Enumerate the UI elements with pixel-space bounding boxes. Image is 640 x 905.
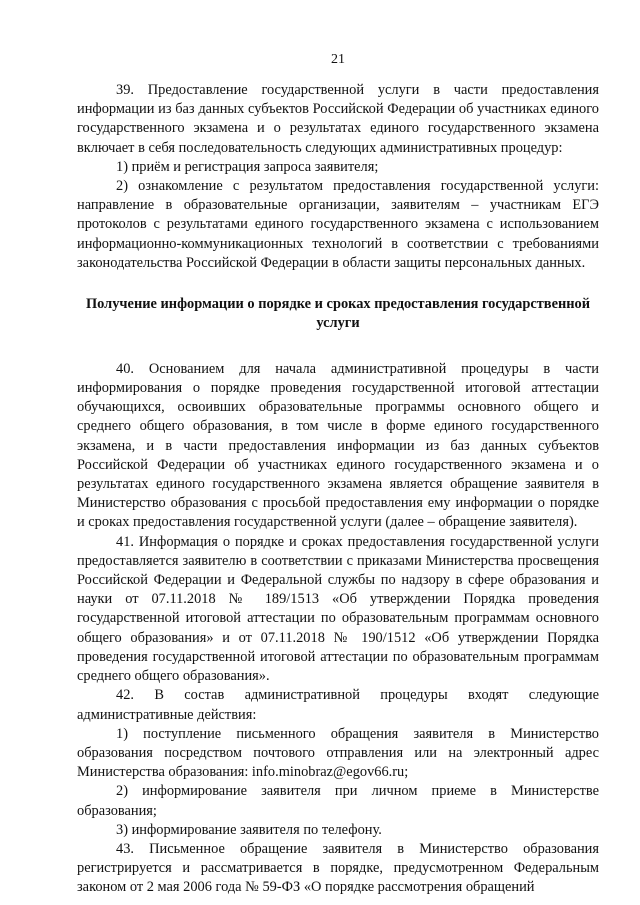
action-item-2: 2) информирование заявителя при личном приеме в Министерстве образования; xyxy=(77,783,599,819)
paragraph-41: 41. Информация о порядке и сроках предоставления государственной услуги предоставляется заявителю в соответствии с приказами Министерства просвещения Российской Федерации и Федеральной службы по надзору в сфере образования и науки от 07.11.2018 № 189/1513 «Об утверждении Порядка проведения государственной итоговой аттестации по образовательным программам основного общего образования» и от 07.11.2018 № 190/1512 «Об утверждении Порядка проведения государственной итоговой аттестации по образовательным программам среднего общего образования». xyxy=(77,533,599,685)
section-heading: Получение информации о порядке и сроках предоставления государственной услуги xyxy=(85,296,591,332)
list-item-1: 1) приём и регистрация запроса заявителя; xyxy=(116,158,379,175)
paragraph-43: 43. Письменное обращение заявителя в Министерство образования регистрируется и рассматривается в порядке, предусмотренном Федеральным законом от 2 мая 2006 года № 59-ФЗ «О порядке рассмотрения обращений xyxy=(77,840,599,896)
list-item-2: 2) ознакомление с результатом предоставления государственной услуги: направление в образовательные организации, заявителям – участникам ЕГЭ протоколов с результатами единого государственного экзамена с использованием информационно-коммуникационных технологий в соответствии с требованиями законодательства Российской Федерации в области защиты персональных данных. xyxy=(77,178,599,271)
page-number: 21 xyxy=(331,52,345,67)
action-item-3: 3) информирование заявителя по телефону. xyxy=(116,821,382,838)
paragraph-39: 39. Предоставление государственной услуги в части предоставления информации из баз данных субъектов Российской Федерации об участниках единого государственного экзамена и о результатах единого государственного экзамена включает в себя последовательность следующих административных процедур: xyxy=(77,82,599,156)
paragraph-40: 40. Основанием для начала административной процедуры в части информирования о порядке проведения государственной итоговой аттестации обучающихся, освоивших образовательные программы основного общего и среднего общего образования, в том числе в форме единого государственного экзамена, и в части предоставления информации из баз данных субъектов Российской Федерации об участниках единого государственного экзамена и о результатах единого государственного экзамена является обращение заявителя в Министерство образования с просьбой предоставления ему информации о порядке и сроках предоставления государственной услуги (далее – обращение заявителя). xyxy=(77,360,599,531)
paragraph-42: 42. В состав административной процедуры входят следующие административные действия: xyxy=(77,687,599,723)
action-item-1: 1) поступление письменного обращения заявителя в Министерство образования посредством почтового отправления или на электронный адрес Министерства образования: info.minobraz@egov66.ru; xyxy=(77,725,599,781)
